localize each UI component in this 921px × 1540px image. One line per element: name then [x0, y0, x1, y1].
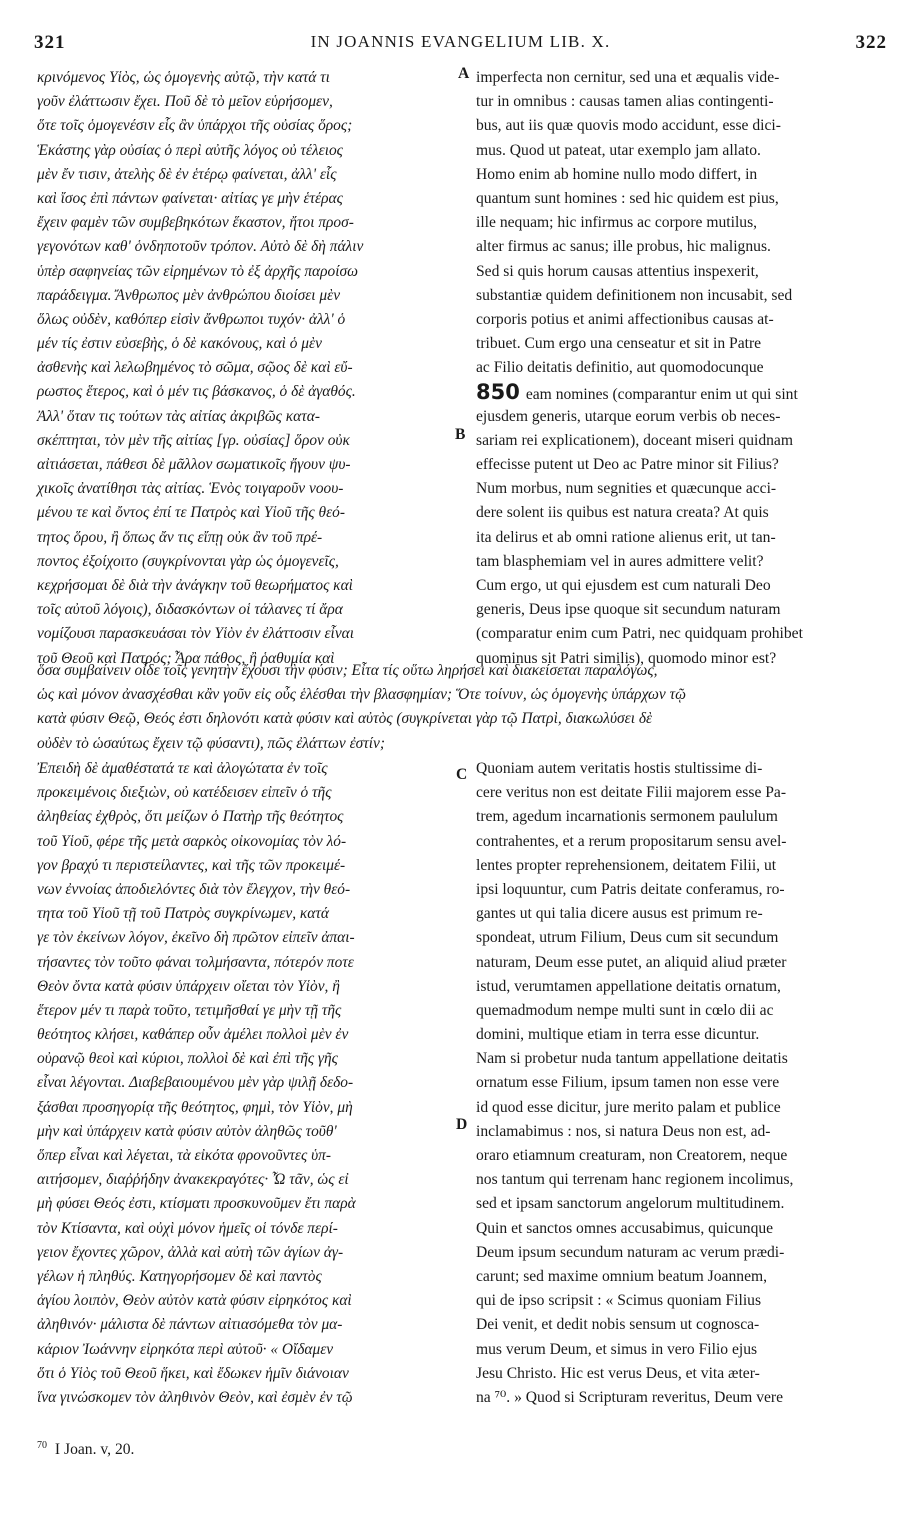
text-line: id quod esse dicitur, jure merito palam et publice — [476, 1098, 781, 1116]
text-line: τοῦ Υἱοῦ, φέρε τῆς μετὰ σαρκὸς οἰκονομίας τὸν λό- — [37, 832, 347, 850]
text-line: τητος ὅρου, ἢ ὅπως ἄν τις εἴπῃ οὐκ ἂν τοῦ πρέ- — [37, 528, 323, 546]
text-line: contrahentes, et a rerum propositarum sensu avel- — [476, 832, 787, 850]
text-line: ejusdem generis, utarque eorum verbis ob neces- — [476, 407, 781, 425]
text-line: imperfecta non cernitur, sed una et æqualis vide- — [476, 69, 780, 86]
text-line: Nam si probetur nuda tantum appellatione deitatis — [476, 1050, 788, 1068]
text-line: Sed si quis horum causas attentius inspexerit, — [476, 262, 759, 280]
text-line: ornatum esse Filium, ipsum tamen non esse vere — [476, 1074, 780, 1092]
text-line: Dei venit, et dedit nobis sensum ut cognosca- — [476, 1316, 760, 1334]
text-line: κρινόμενος Υἱὸς, ὡς ὁμογενὴς αὐτῷ, τὴν κατά τι — [37, 69, 330, 86]
text-line: ὅτε τοῖς ὁμογενέσιν εἷς ἂν ὑπάρχοι τῆς οὐσίας ὅρος; — [37, 117, 353, 135]
text-line: κατὰ φύσιν Θεῷ, Θεός ἐστι δηλονότι κατὰ φύσιν καὶ αὐτὸς (συγκρίνεται γὰρ τῷ Πατρὶ, διακωλύσει δὲ — [37, 710, 653, 728]
text-line: carunt; sed maxime omnium beatum Joannem, — [476, 1267, 768, 1285]
text-line: Cum ergo, ut qui ejusdem est cum naturali Deo — [476, 576, 771, 594]
text-line: Quin et sanctos omnes accusabimus, quicunque — [476, 1219, 774, 1237]
text-line: cere veritus non est deitate Filii majorem esse Pa- — [476, 784, 787, 802]
text-line: ἀληθείας ἐχθρὸς, ὅτι μείζων ὁ Πατὴρ τῆς θεότητος — [37, 808, 344, 826]
text-line: ὑπὲρ σαφηνείας τῶν εἰρημένων τὸ ἐξ ἀρχῆς παροίσω — [37, 262, 358, 280]
text-line: Jesu Christo. Hic est verus Deus, et vita æter- — [476, 1364, 760, 1382]
text-line: ἀσθενὴς καὶ λελωβημένος τὸ σῶμα, σῷος δὲ καὶ εὔ- — [37, 359, 353, 377]
footnote — [37, 1440, 134, 1459]
text-line: Homo enim ab homine nullo modo differt, in — [476, 165, 758, 183]
text-line: κάριον Ἰωάννην εἰρηκότα περὶ αὐτοῦ· « Οἴδαμεν — [37, 1340, 334, 1358]
text-line: μὲν ἔν τισιν, ἀτελὴς δὲ ἐν ἑτέρῳ φαίνεται, ἀλλ' εἷς — [37, 165, 337, 183]
running-title: IN JOANNIS EVANGELIUM LIB. X. — [310, 32, 611, 51]
text-line: γοῦν ἐλάττωσιν ἔχει. Ποῦ δὲ τὸ μεῖον εὑρήσομεν, — [37, 93, 333, 111]
text-line: ἔχειν φαμὲν τῶν συμβεβηκότων ἕκαστον, ἤτοι προσ- — [37, 214, 354, 232]
section-marker-d: D — [456, 1116, 468, 1133]
text-line: σκέπτηται, τὸν μὲν τῆς αἰτίας [γρ. οὐσίας] ὅρον οὐκ — [37, 431, 350, 449]
text-line: γέλων ἡ πληθύς. Κατηγορήσομεν δὲ καὶ παντὸς — [37, 1267, 322, 1285]
text-line-content: eam nomines (comparantur enim ut qui sint — [525, 386, 798, 404]
text-line: μὴ φύσει Θεός ἐστι, κτίσματι προσκυνοῦμεν ἔτι παρὰ — [37, 1195, 356, 1213]
text-line: παράδειγμα. Ἄνθρωπος μὲν ἀνθρώπου διοίσει μὲν — [37, 286, 341, 304]
text-line: ἁγίου λοιπὸν, Θεὸν αὐτὸν κατὰ φύσιν εἰρηκότος καὶ — [37, 1292, 352, 1310]
text-line: νομίζουσι παρασκευάσαι τὸν Υἱὸν ἐν ἐλάττοσιν εἶναι — [37, 625, 355, 643]
text-line: αἰτιάσεται, πάθεσι δὲ μᾶλλον σωματικοῖς ἤγουν ψυ- — [37, 456, 351, 473]
running-header — [34, 32, 887, 60]
text-line: ipsi loquuntur, cum Patris deitate conferamus, ro- — [476, 880, 785, 898]
text-line: dere solent iis quibus est natura creata? At quis — [476, 504, 769, 522]
text-line: χικοῖς ἀνατίθησι τὰς αἰτίας. Ἑνὸς τοιγαροῦν νοου- — [37, 480, 344, 498]
text-line: tam blasphemiam vel in aures admittere velit? — [476, 552, 764, 570]
text-line: τὸν Κτίσαντα, καὶ οὐχὶ μόνον ἡμεῖς οἱ τόνδε περί- — [37, 1219, 338, 1237]
text-line: quominus sit Patri similis), quomodo minor est? — [476, 649, 777, 667]
text-line: ἵνα γινώσκομεν τὸν ἀληθινὸν Θεὸν, καὶ ἐσμὲν ἐν τῷ — [37, 1388, 353, 1406]
footnote-number: 70 — [37, 1440, 47, 1451]
text-line: γειον ἔχοντες χῶρον, ἀλλὰ καὶ αὐτὴ τῶν ἁγίων ἀγ- — [37, 1243, 344, 1261]
text-line: τήσαντες τὸν τοῦτο φάναι τολμήσαντα, πότερόν ποτε — [37, 953, 354, 971]
text-line: ξάσθαι προσηγορίᾳ τῆς θεότητος, φημὶ, τὸν Υἱὸν, μὴ — [37, 1098, 353, 1116]
text-line: sed et ipsam sanctorum angelorum multitudinem. — [476, 1195, 785, 1213]
text-line: γεγονότων καθ' ὁνδηποτοῦν τρόπον. Αὐτὸ δὲ δὴ πάλιν — [37, 238, 364, 256]
text-line: τοῖς αὐτοῦ λόγοις), διδασκόντων οἱ τάλανες τί ἄρα — [37, 601, 343, 619]
latin-column-top — [476, 66, 884, 671]
text-line: μένου τε καὶ ὄντος ἐπί τε Πατρὸς καὶ Υἱοῦ τῆς θεό- — [37, 504, 345, 522]
text-line: ὅπερ εἶναι καὶ λέγεται, τὰ εἰκότα φρονοῦντες ὑπ- — [37, 1147, 331, 1164]
text-line: κεχρήσομαι δὲ διὰ τὴν ἀνάγκην τοῦ θεωρήματος καὶ — [37, 576, 353, 594]
column-number: 850 — [476, 380, 520, 405]
text-line: οὐρανῷ θεοὶ καὶ κύριοι, πολλοὶ δὲ καὶ ἐπὶ τῆς γῆς — [37, 1050, 338, 1068]
text-line: substantiæ quidem definitionem non incusabit, sed — [476, 286, 793, 304]
text-line: tur in omnibus : causas tamen alias contingenti- — [476, 93, 774, 111]
text-line: istud, verumtamen appellatione deitatis ornatum, — [476, 977, 781, 995]
text-line: Θεὸν ὄντα κατὰ φύσιν ὑπάρχειν οἴεται τὸν Υἱὸν, ἢ — [37, 977, 340, 995]
text-line: oraro etiamnum creaturam, non Creatorem, neque — [476, 1147, 788, 1164]
text-line: spondeat, utrum Filium, Deus cum sit secundum — [476, 929, 779, 947]
text-line: gantes ut qui talia dicere ausus est primum re- — [476, 905, 763, 923]
text-line: bus, aut iis quæ quovis modo accidunt, esse dici- — [476, 117, 781, 135]
text-line: ρωστος ἕτερος, καὶ ὁ μέν τις βάσκανος, ὁ δὲ ἀγαθός. — [37, 383, 356, 401]
text-line: naturam, Deum esse putet, an aliquid aliud præter — [476, 953, 787, 971]
text-line: τοῦ Θεοῦ καὶ Πατρός; Ἆρα πάθος, ἢ ῥαθυμία καὶ — [37, 649, 335, 667]
footnote-text: I Joan. v, 20. — [54, 1441, 135, 1459]
text-line: ac Filio deitatis definitio, aut quomodocunque — [476, 359, 764, 377]
text-line: generis, Deus ipse quoque sit secundum naturam — [476, 601, 781, 619]
text-line: effecisse putent ut Deo ac Patre minor sit Filius? — [476, 456, 779, 473]
text-line: ὅλως οὐδὲν, καθόπερ εἰσὶν ἄνθρωποι τυχόν· ἀλλ' ὁ — [37, 310, 346, 328]
text-line: Quoniam autem veritatis hostis stultissime di- — [476, 760, 763, 777]
text-line: mus. Quod ut pateat, utar exemplo jam allato. — [476, 141, 761, 159]
section-marker-b: B — [455, 426, 466, 443]
greek-full-width-passage — [37, 659, 887, 756]
text-line: γε τὸν ἐκείνων λόγον, ἐκεῖνο δὴ πρῶτον εἰπεῖν ἀπαι- — [37, 929, 355, 947]
text-line: εἶναι λέγονται. Διαβεβαιουμένου μὲν γὰρ ψιλῇ δεδο- — [37, 1074, 354, 1092]
text-line: γον βραχύ τι περιστείλαντες, καὶ τῆς τῶν προκειμέ- — [37, 856, 346, 874]
text-line: μὴν καὶ ὑπάρχειν κατὰ φύσιν αὐτὸν ἀληθῶς τοῦθ' — [37, 1122, 337, 1140]
text-line: qui de ipso scripsit : « Scimus quoniam Filius — [476, 1292, 762, 1310]
text-line: καὶ ἴσος ἐπὶ πάντων φαίνεται· αἰτίας γε μὴν ἑτέρας — [37, 189, 343, 207]
latin-column-bottom — [476, 757, 884, 1410]
text-line — [476, 380, 884, 404]
text-line: Ἐπειδὴ δὲ ἀμαθέστατά τε καὶ ἀλογώτατα ἐν τοῖς — [37, 760, 328, 777]
text-line: sariam rei explicationem), doceant miseri quidnam — [476, 431, 793, 449]
text-line: ὅτι ὁ Υἱὸς τοῦ Θεοῦ ἥκει, καὶ ἔδωκεν ἡμῖν διάνοιαν — [37, 1364, 349, 1382]
text-line: Ἀλλ' ὅταν τις τούτων τὰς αἰτίας ἀκριβῶς κατα- — [37, 407, 320, 425]
text-line: μέν τίς ἐστιν εὐσεβὴς, ὁ δὲ κακόνους, καὶ ὁ μὲν — [37, 335, 322, 353]
text-line: alter firmus ac sanus; ille probus, hic malignus. — [476, 238, 771, 256]
text-line: (comparatur enim cum Patri, nec quidquam prohibet — [476, 625, 803, 643]
text-line: ἀληθινόν· μάλιστα δὲ πάντων αἰτιασόμεθα τὸν μα- — [37, 1316, 343, 1334]
text-line: lentes propter reprehensionem, deitatem Filii, ut — [476, 856, 777, 874]
right-page-number: 322 — [855, 32, 887, 53]
text-line: quemadmodum nempe multi sunt in cœlo dii ac — [476, 1001, 774, 1019]
text-line: na ⁷⁰. » Quod si Scripturam reveritus, Deum vere — [476, 1388, 784, 1406]
text-line: ille nequam; hic infirmus ac corpore mutilus, — [476, 214, 758, 232]
section-marker-c: C — [456, 766, 468, 783]
section-marker-a: A — [458, 65, 470, 82]
greek-column-top — [37, 66, 457, 671]
text-line: ἕτερον μέν τι παρὰ τοῦτο, τετιμῆσθαί γε μὴν τῇ τῆς — [37, 1001, 342, 1019]
text-line: νων ἐννοίας ἀποδιελόντες διὰ τὸν ἔλεγχον, τὴν θεό- — [37, 880, 351, 898]
left-page-number: 321 — [34, 32, 66, 53]
text-line: ita delirus et ab omni ratione alienus erit, ut tan- — [476, 528, 776, 546]
text-line: ὅσα συμβαίνειν οἶδε τοῖς γενητὴν ἔχουσι τὴν φύσιν; Εἶτα τίς οὕτω ληρήσει καὶ διακείσεται παραλόγως, — [37, 662, 658, 679]
text-line: quantum sunt homines : sed hic quidem est pius, — [476, 189, 779, 207]
text-line: Num morbus, num segnities et quæcunque acci- — [476, 480, 777, 498]
text-line: trem, agedum incarnationis sermonem paululum — [476, 808, 778, 826]
text-line: αιτήσομεν, διαῤῥήδην ἀνακεκραγότες· Ὦ τᾶν, ὡς εἰ — [37, 1171, 349, 1189]
text-line: τητα τοῦ Υἱοῦ τῇ τοῦ Πατρὸς συγκρίνωμεν, κατά — [37, 905, 329, 923]
greek-column-bottom — [37, 757, 457, 1410]
text-line: tribuet. Cum ergo una censeatur et sit in Patre — [476, 335, 762, 353]
text-line: corporis potius et animi affectionibus causas at- — [476, 310, 774, 328]
text-line: Deum ipsum secundum naturam ac verum prædi- — [476, 1243, 785, 1261]
text-line: domini, multique etiam in terra esse dicuntur. — [476, 1026, 760, 1044]
text-line: inclamabimus : nos, si natura Deus non est, ad- — [476, 1122, 771, 1140]
text-line: ὡς καὶ μόνον ἀνασχέσθαι κἂν γοῦν εἰς οὖς ἑλέσθαι τὴν βλασφημίαν; Ὅτε τοίνυν, ὡς ὁμογενὴς ὑπάρχων τῷ — [37, 686, 686, 704]
text-line: θεότητος κλήσει, καθάπερ οὖν ἀμέλει πολλοὶ μὲν ἐν — [37, 1026, 349, 1044]
text-line: mus verum Deum, et simus in vero Filio ejus — [476, 1340, 758, 1358]
text-line: ποντος ἐξοίχοιτο (συγκρίνονται γὰρ ὡς ὁμογενεῖς, — [37, 552, 339, 570]
text-line: οὐδὲν τὸ ὡσαύτως ἔχειν τῷ φύσαντι), πῶς ἐλάττων ἐστίν; — [37, 734, 385, 752]
text-line: Ἑκάστης γὰρ οὐσίας ὁ περὶ αὐτῆς λόγος οὐ τέλειος — [37, 141, 343, 159]
text-line: προκειμένοις διεξιὼν, οὐ κατέδεισεν εἰπεῖν ὁ τῆς — [37, 784, 332, 802]
text-line: nos tantum qui terrenam hanc regionem incolimus, — [476, 1171, 794, 1189]
